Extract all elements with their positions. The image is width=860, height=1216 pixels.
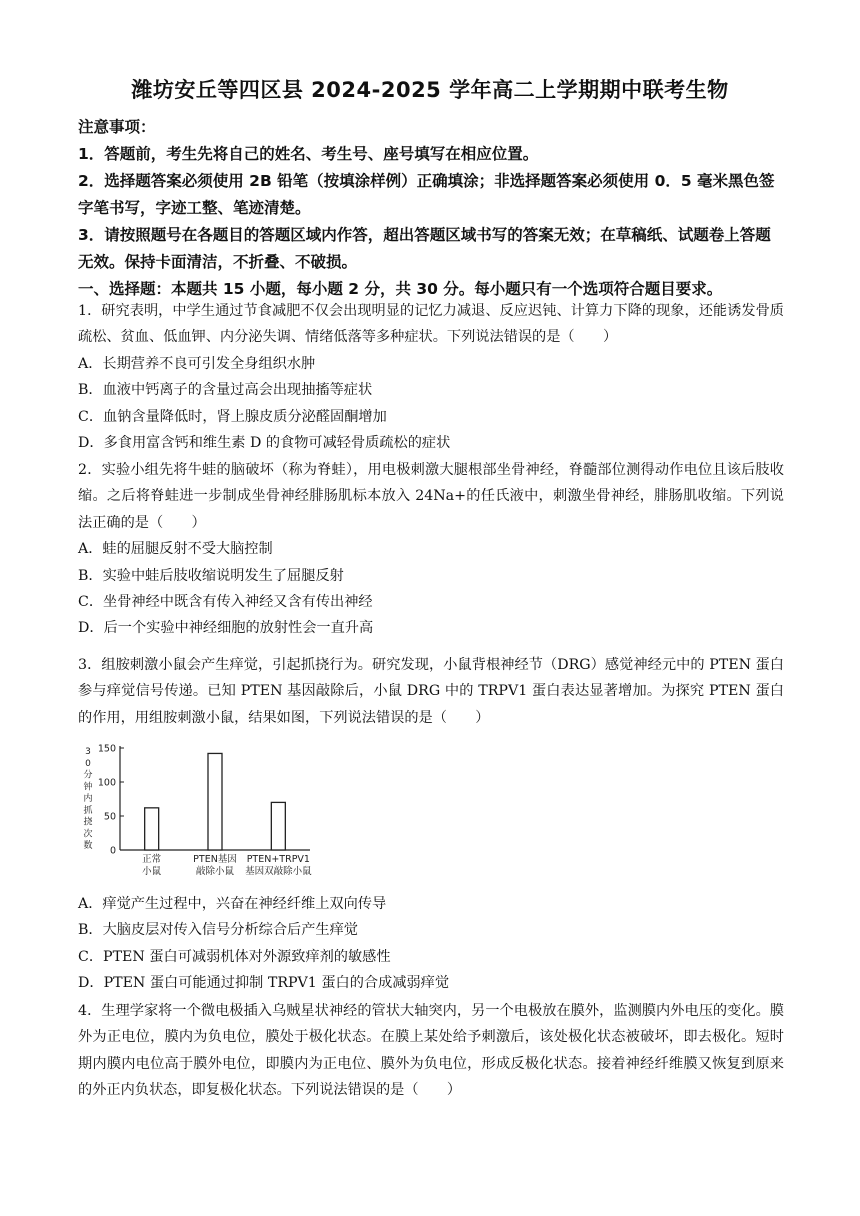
x-tick-label: 正常 (142, 854, 162, 865)
y-tick-label: 100 (97, 777, 116, 789)
option-a: A．长期营养不良可引发全身组织水肿 (78, 355, 316, 372)
y-axis-label-char: 钟 (83, 782, 93, 793)
option-c: C．坐骨神经中既含有传入神经又含有传出神经 (78, 594, 373, 611)
page-title: 潍坊安丘等四区县 2024-2025 学年高二上学期期中联考生物 (131, 78, 729, 102)
question-stem: 2．实验小组先将牛蛙的脑破坏（称为脊蛙），用电极刺激大腿根部坐骨神经，脊髓部位测得动作电位且该后肢收缩。之后将脊蛙进一步制成坐骨神经腓肠肌标本放入 24Na+的任氏液中，刺激坐骨神经，腓肠肌收缩。下列说法正确的是（ ） (78, 462, 784, 531)
option-d: D．PTEN 蛋白可能通过抑制 TRPV1 蛋白的合成减弱痒觉 (78, 975, 450, 992)
option-a: A．痒觉产生过程中，兴奋在神经纤维上双向传导 (78, 896, 387, 912)
note-item: 1．答题前，考生先将自己的姓名、考生号、座号填写在相应位置。 (78, 145, 539, 163)
x-tick-label: 小鼠 (142, 866, 162, 877)
y-axis-label-char: 内 (83, 794, 93, 805)
section-heading: 一、选择题：本题共 15 小题，每小题 2 分，共 30 分。每小题只有一个选项符合题目要求。 (78, 280, 723, 298)
option-b: B．大脑皮层对传入信号分析综合后产生痒觉 (78, 922, 358, 939)
y-axis-label-char: 次 (83, 829, 93, 840)
y-axis-label-char: 挠 (83, 817, 93, 828)
y-axis-label-char: 数 (83, 841, 93, 852)
y-tick-label: 0 (109, 845, 116, 857)
bar (208, 753, 222, 850)
y-axis-label-char: 分 (83, 770, 93, 781)
y-tick-label: 50 (103, 811, 116, 823)
x-tick-label: PTEN+TRPV1 (246, 854, 310, 865)
y-axis-label-char: 0 (85, 758, 91, 769)
note-item: 3．请按照题号在各题目的答题区域内作答，超出答题区域书写的答案无效；在草稿纸、试题卷上答题无效。保持卡面清洁，不折叠、不破损。 (78, 226, 771, 271)
scratch-count-chart (78, 738, 318, 888)
option-b: B．实验中蛙后肢收缩说明发生了屈腿反射 (78, 567, 344, 584)
question-stem: 1．研究表明，中学生通过节食减肥不仅会出现明显的记忆力减退、反应迟钝、计算力下降的现象，还能诱发骨质疏松、贫血、低血钾、内分泌失调、情绪低落等多种症状。下列说法错误的是（ ） (78, 303, 784, 346)
option-c: C．血钠含量降低时，肾上腺皮质分泌醛固酮增加 (78, 408, 387, 425)
question-3-options (78, 891, 784, 997)
bar (145, 808, 159, 850)
option-c: C．PTEN 蛋白可减弱机体对外源致痒剂的敏感性 (78, 948, 391, 965)
bar (271, 802, 285, 850)
question-stem: 3．组胺刺激小鼠会产生痒觉，引起抓挠行为。研究发现，小鼠背根神经节（DRG）感觉神经元中的 PTEN 蛋白参与痒觉信号传递。已知 PTEN 基因敲除后，小鼠 DRG 中的 TRPV1 蛋白表达显著增加。为探究 PTEN 蛋白的作用，用组胺刺激小鼠，结果如图，下列说法错误的是（ ） (78, 657, 784, 726)
option-d: D．多食用富含钙和维生素 D 的食物可减轻骨质疏松的症状 (78, 435, 451, 452)
note-item: 2．选择题答案必须使用 2B 铅笔（按填涂样例）正确填涂；非选择题答案必须使用 0．5 毫米黑色签字笔书写，字迹工整、笔迹清楚。 (78, 172, 775, 217)
x-tick-label: PTEN基因 (193, 854, 237, 865)
option-b: B．血液中钙离子的含量过高会出现抽搐等症状 (78, 382, 373, 399)
notes-heading: 注意事项： (78, 118, 156, 136)
question-1 (78, 298, 784, 456)
y-tick-label: 150 (97, 743, 116, 755)
x-tick-label: 敲除小鼠 (195, 866, 235, 877)
question-4 (78, 998, 784, 1104)
x-tick-label: 基因双敲除小鼠 (245, 866, 312, 877)
notes-section (78, 114, 784, 303)
option-d: D．后一个实验中神经细胞的放射性会一直升高 (78, 620, 374, 637)
question-stem: 4．生理学家将一个微电极插入乌贼星状神经的管状大轴突内，另一个电极放在膜外，监测膜内外电压的变化。膜外为正电位，膜内为负电位，膜处于极化状态。在膜上某处给予刺激后，该处极化状态被破坏，即去极化。短时期内膜内电位高于膜外电位，即膜内为正电位、膜外为负电位，形成反极化状态。接着神经纤维膜又恢复到原来的外正内负状态，即复极化状态。下列说法错误的是（ ） (78, 1003, 784, 1099)
question-3-stem (78, 652, 784, 731)
option-a: A．蛙的屈腿反射不受大脑控制 (78, 541, 273, 558)
y-axis-label-char: 3 (85, 747, 91, 757)
question-2 (78, 457, 784, 642)
y-axis-label-char: 抓 (83, 805, 93, 816)
